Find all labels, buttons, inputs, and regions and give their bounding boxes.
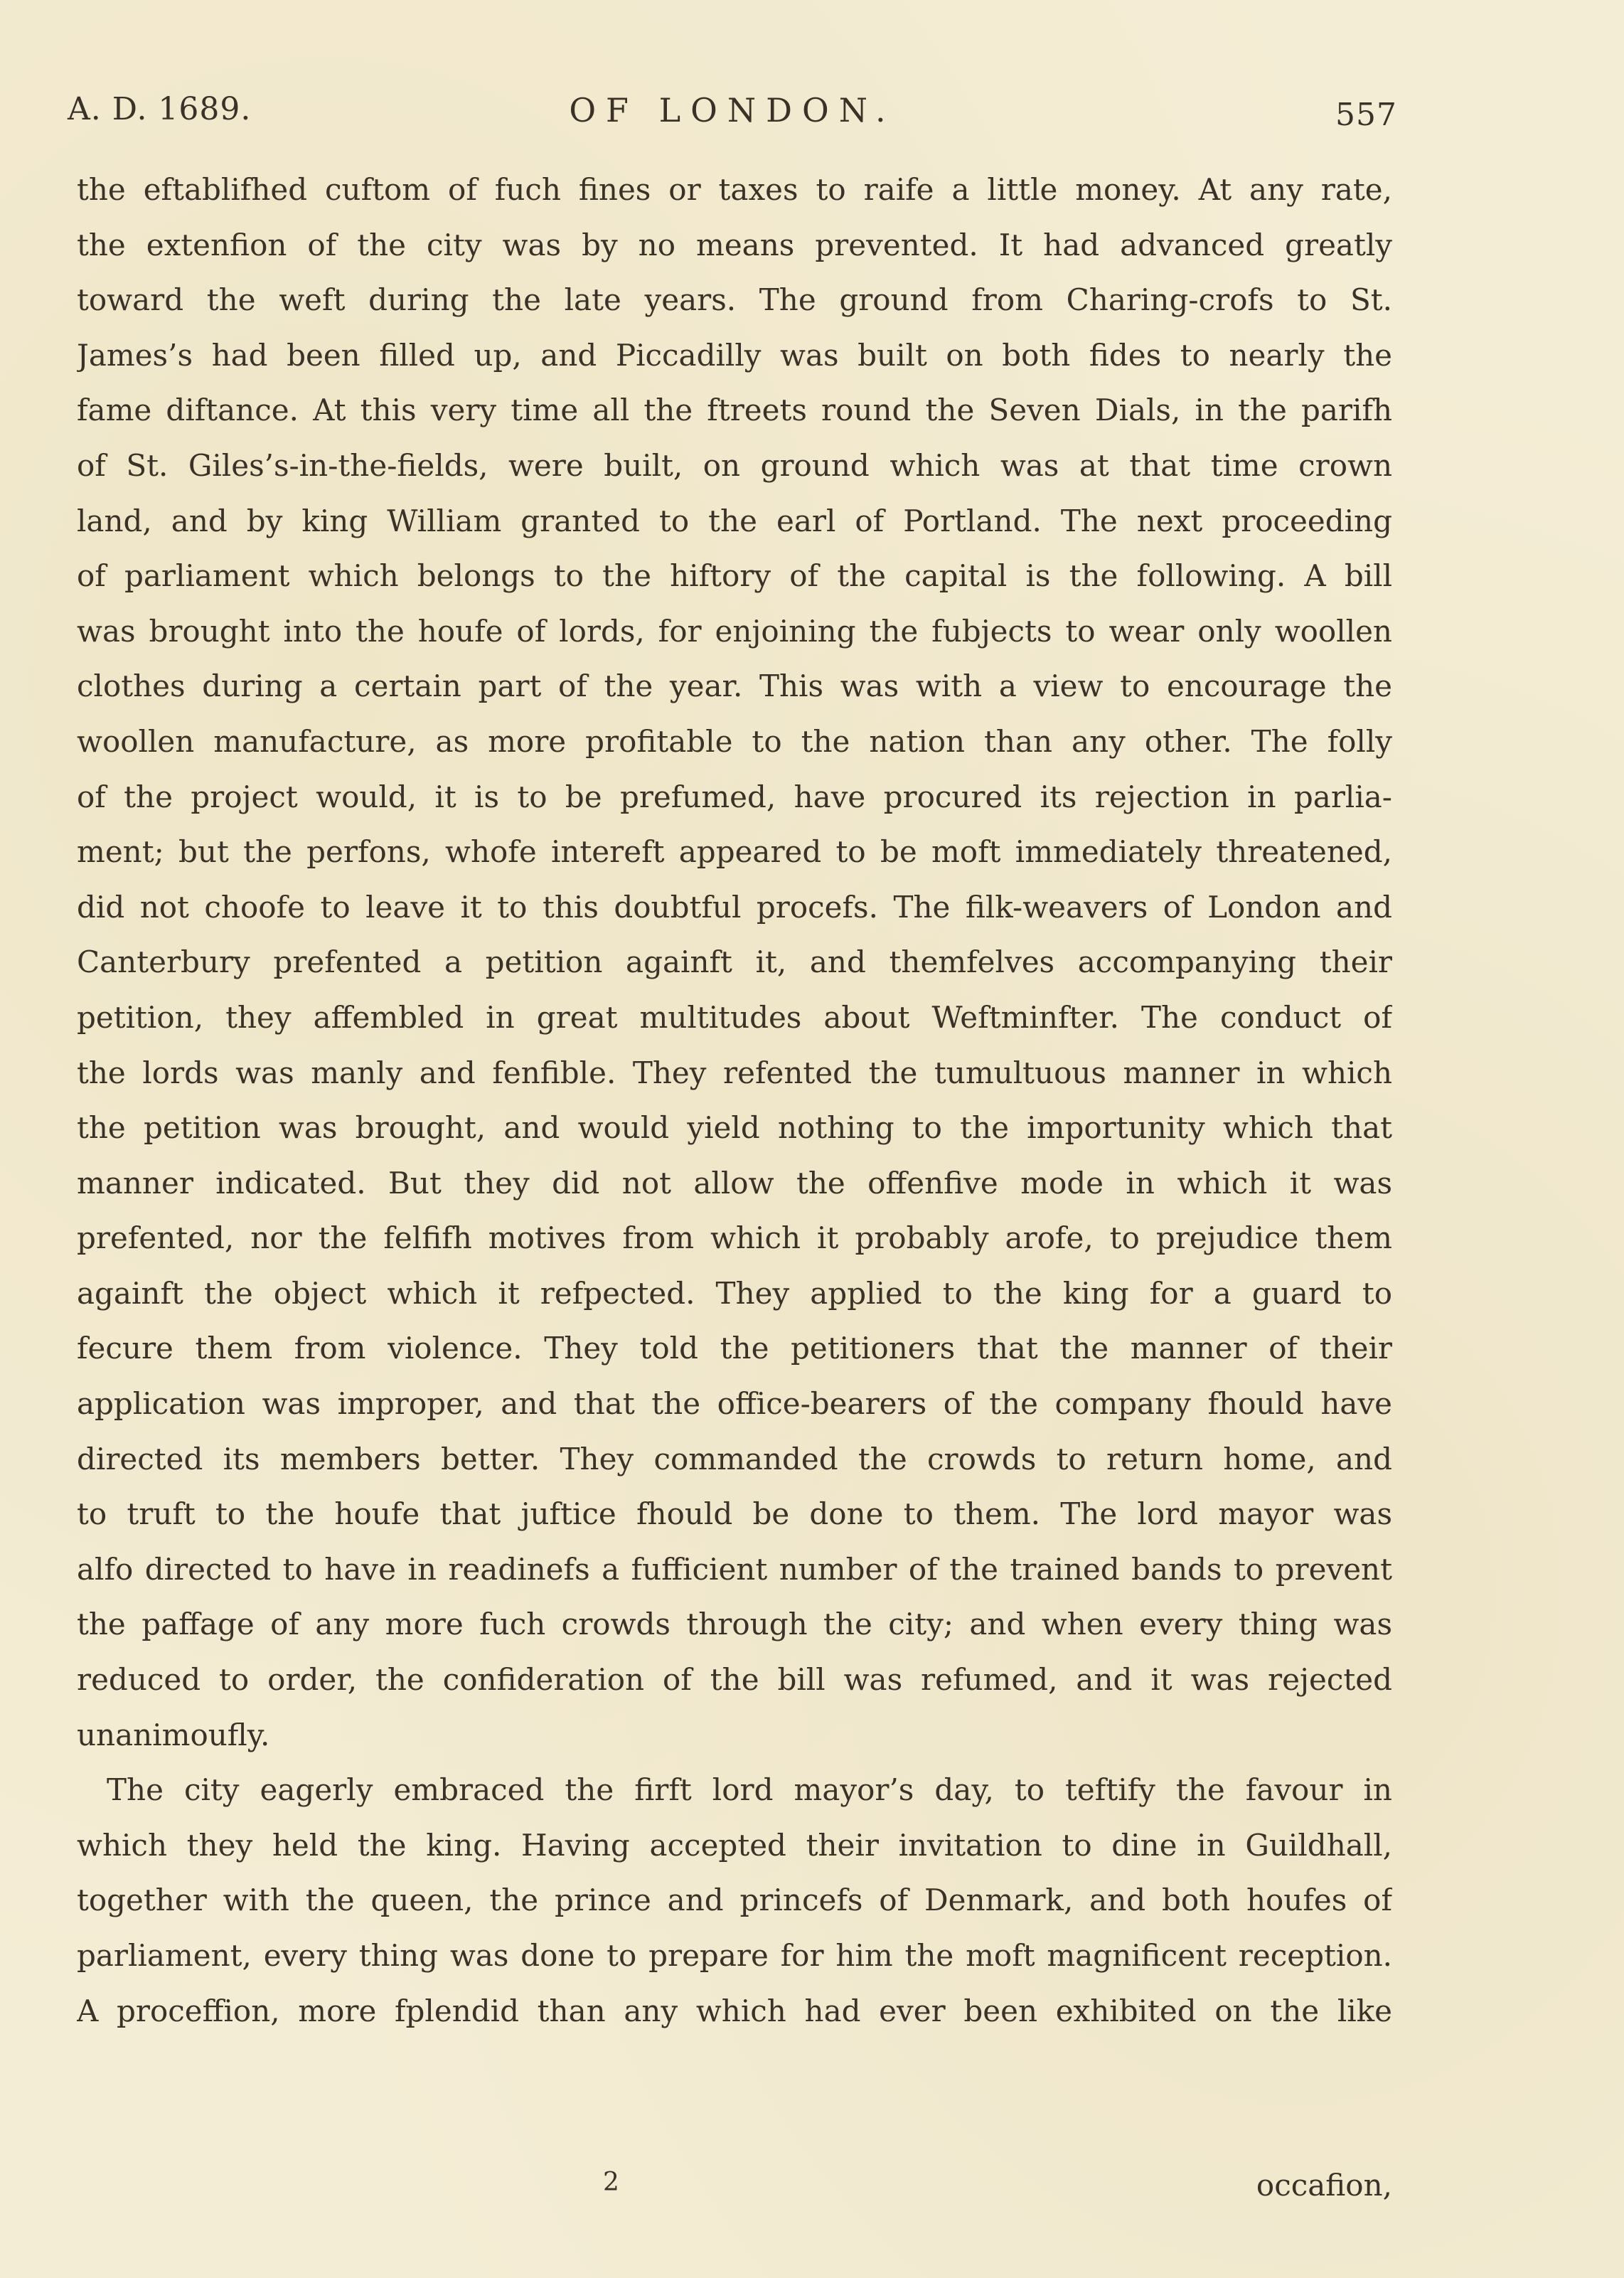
- running-head: [68, 91, 1397, 141]
- text-line: was brought into the houfe of lords, for enjoining the fubjects to wear only woollen: [77, 613, 1392, 649]
- text-line: of parliament which belongs to the hiftory of the capital is the following. A bill: [77, 558, 1392, 594]
- text-line: to truft to the houfe that juftice fhould be done to them. The lord mayor was: [77, 1496, 1392, 1532]
- text-line: fame diftance. At this very time all the ftreets round the Seven Dials, in the parifh: [77, 393, 1392, 428]
- text-line: of St. Giles’s-in-the-fields, were built, on ground which was at that time crown: [77, 447, 1392, 483]
- text-line: petition, they affembled in great multitudes about Weftminfter. The conduct of: [77, 999, 1392, 1035]
- text-line: the eftablifhed cuftom of fuch fines or taxes to raife a little money. At any rate,: [77, 172, 1392, 207]
- text-line: which they held the king. Having accepted their invitation to dine in Guildhall,: [77, 1827, 1392, 1863]
- text-line: application was improper, and that the office-bearers of the company fhould have: [77, 1386, 1392, 1422]
- text-line: manner indicated. But they did not allow the offenfive mode in which it was: [77, 1165, 1392, 1201]
- text-line: together with the queen, the prince and princefs of Denmark, and both houfes of: [77, 1883, 1392, 1918]
- paragraph-end-line: unanimoufly.: [77, 1717, 270, 1752]
- text-line: land, and by king William granted to the earl of Portland. The next proceeding: [77, 503, 1392, 538]
- page-number: 557: [1335, 97, 1397, 133]
- text-line: ment; but the perfons, whofe intereft appeared to be moft immediately threatened,: [77, 834, 1392, 870]
- running-head-title: OF LONDON.: [569, 91, 896, 129]
- text-line: againft the object which it refpected. They applied to the king for a guard to: [77, 1275, 1392, 1311]
- running-head-date: A. D. 1689.: [68, 91, 252, 127]
- body-text: [77, 162, 1392, 2038]
- catchword: occafion,: [1256, 2168, 1392, 2203]
- text-line: fecure them from violence. They told the petitioners that the manner of their: [77, 1331, 1392, 1366]
- text-line: the petition was brought, and would yield nothing to the importunity which that: [77, 1110, 1392, 1146]
- text-line: reduced to order, the confideration of the bill was refumed, and it was rejected: [77, 1662, 1392, 1698]
- text-line: A proceffion, more fplendid than any which had ever been exhibited on the like: [77, 1993, 1392, 2028]
- text-line: James’s had been filled up, and Piccadilly was built on both fides to nearly the: [77, 337, 1392, 373]
- text-line: the paffage of any more fuch crowds through the city; and when every thing was: [77, 1607, 1392, 1642]
- signature-mark: 2: [603, 2168, 619, 2197]
- text-line: the lords was manly and fenfible. They refented the tumultuous manner in which: [77, 1055, 1392, 1090]
- text-line: directed its members better. They commanded the crowds to return home, and: [77, 1441, 1392, 1476]
- text-line: alfo directed to have in readinefs a fufficient number of the trained bands to prevent: [77, 1551, 1392, 1587]
- text-line: the extenfion of the city was by no means prevented. It had advanced greatly: [77, 227, 1392, 262]
- text-line: Canterbury prefented a petition againft it, and themfelves accompanying their: [77, 944, 1392, 980]
- text-line: prefented, nor the felfifh motives from which it probably arofe, to prejudice them: [77, 1220, 1392, 1256]
- text-line: parliament, every thing was done to prepare for him the moft magnificent reception.: [77, 1938, 1392, 1973]
- text-line: did not choofe to leave it to this doubtful procefs. The filk-weavers of London and: [77, 889, 1392, 925]
- paragraph-start-line: The city eagerly embraced the firft lord mayor’s day, to teftify the favour in: [107, 1772, 1392, 1808]
- text-line: toward the weft during the late years. The ground from Charing-crofs to St.: [77, 282, 1392, 318]
- text-line: of the project would, it is to be prefumed, have procured its rejection in parlia-: [77, 779, 1392, 814]
- text-line: clothes during a certain part of the year. This was with a view to encourage the: [77, 669, 1392, 704]
- text-line: woollen manufacture, as more profitable to the nation than any other. The folly: [77, 723, 1392, 759]
- page-footer: [77, 2168, 1392, 2218]
